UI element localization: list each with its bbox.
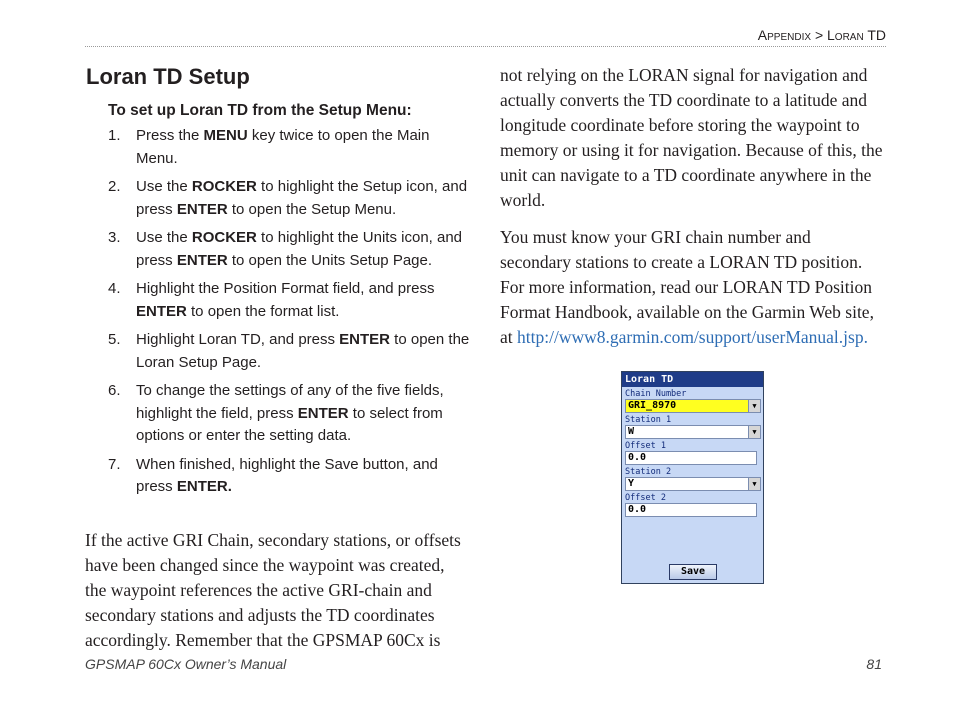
step-item: [108, 125, 470, 170]
step-text: Press the MENU key twice to open the Main Menu.: [136, 127, 430, 167]
step-text: Use the ROCKER to highlight the Units icon, and press ENTER to open the Units Setup Page.: [136, 229, 463, 269]
step-text: When finished, highlight the Save button, and press ENTER.: [136, 455, 438, 495]
station-2-select[interactable]: Y ▼: [625, 477, 761, 491]
dropdown-arrow-icon: ▼: [748, 478, 760, 490]
procedure-heading: To set up Loran TD from the Setup Menu:: [108, 102, 412, 119]
step-text: Highlight the Position Format field, and press ENTER to open the format list.: [136, 280, 435, 320]
step-text: Highlight Loran TD, and press ENTER to open the Loran Setup Page.: [136, 331, 470, 371]
save-button[interactable]: Save: [669, 564, 717, 580]
header-rule: [85, 46, 886, 47]
step-number: 5.: [108, 331, 121, 348]
step-number: 1.: [108, 127, 121, 144]
body-paragraph-right-1: not relying on the LORAN signal for navigation and actually converts the TD coordinate to a latitude and longitude coordinate before storing the waypoint to memory or using it for navigation. Because of this, the unit can navigate to a TD coordinate anywhere in the world.: [500, 65, 883, 210]
chain-number-select[interactable]: GRI_8970 ▼: [625, 399, 761, 413]
step-text: Use the ROCKER to highlight the Setup icon, and press ENTER to open the Setup Menu.: [136, 178, 468, 218]
step-number: 3.: [108, 229, 121, 246]
paragraph-text: You must know your GRI chain number and secondary stations to create a LORAN TD position. For more information, read our LORAN TD Position Format Handbook, available on the Garmin Web site, at: [500, 227, 874, 347]
step-item: [108, 454, 470, 499]
footer-page-number: 81: [866, 656, 882, 672]
offset-1-label: Offset 1: [625, 441, 666, 451]
offset-2-input[interactable]: 0.0: [625, 503, 757, 517]
step-item: [108, 176, 470, 221]
header-separator: >: [814, 27, 824, 43]
step-item: [108, 227, 470, 272]
dropdown-arrow-icon: ▼: [748, 400, 760, 412]
offset-1-input[interactable]: 0.0: [625, 451, 757, 465]
offset-2-label: Offset 2: [625, 493, 666, 503]
page-title: Loran TD Setup: [86, 64, 250, 89]
step-item: [108, 329, 470, 374]
chain-number-label: Chain Number: [625, 389, 687, 399]
footer-manual-title: GPSMAP 60Cx Owner’s Manual: [85, 656, 287, 672]
station-1-select[interactable]: W ▼: [625, 425, 761, 439]
body-paragraph-right-2: [500, 225, 886, 350]
step-item: [108, 380, 470, 448]
device-title-bar: Loran TD: [622, 372, 763, 387]
dropdown-arrow-icon: ▼: [748, 426, 760, 438]
running-header: [758, 27, 886, 43]
step-item: [108, 278, 470, 323]
setup-steps-list: [108, 125, 470, 505]
garmin-manual-link[interactable]: http://www8.garmin.com/support/userManual.jsp.: [517, 327, 868, 347]
step-number: 4.: [108, 280, 121, 297]
body-paragraph-left: If the active GRI Chain, secondary stations, or offsets have been changed since the waypoint was created, the waypoint references the active GRI-chain and secondary stations and adjusts the TD coordinates accordingly. Remember that the GPSMAP 60Cx is: [85, 530, 461, 650]
step-number: 7.: [108, 455, 121, 473]
step-number: 2.: [108, 178, 121, 195]
step-number: 6.: [108, 382, 121, 399]
loran-td-screenshot: [621, 371, 764, 584]
station-1-label: Station 1: [625, 415, 672, 425]
header-section: Appendix: [757, 27, 812, 43]
header-topic: Loran TD: [827, 27, 886, 43]
step-text: To change the settings of any of the five fields, highlight the field, press ENTER to select from options or enter the setting data.: [136, 382, 444, 444]
station-2-label: Station 2: [625, 467, 672, 477]
